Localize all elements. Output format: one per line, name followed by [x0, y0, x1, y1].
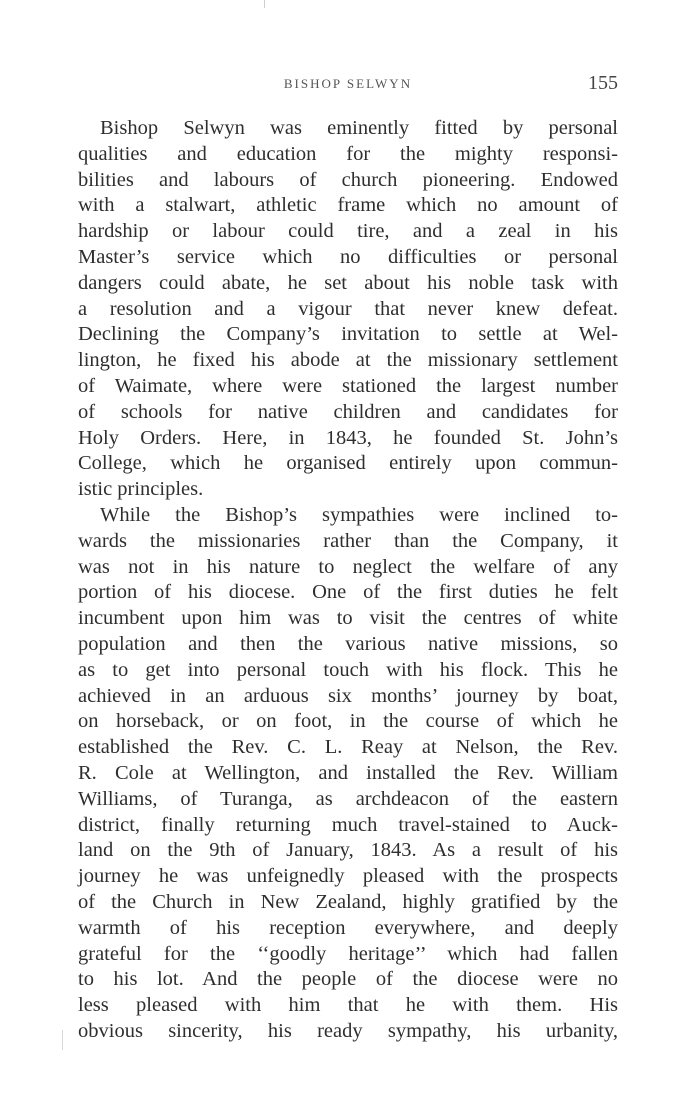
text-line: R. Cole at Wellington, and installed the Rev. William	[78, 761, 618, 784]
body-text	[78, 116, 618, 1045]
text-line: incumbent upon him was to visit the centres of white	[78, 607, 618, 630]
running-head	[78, 72, 618, 96]
text-line: wards the missionaries rather than the Company, it	[78, 529, 618, 552]
text-line: population and then the various native missions, so	[78, 632, 618, 655]
text-line: on horseback, or on foot, in the course of which he	[78, 710, 618, 733]
text-line: dangers could abate, he set about his noble task with	[78, 271, 618, 294]
text-line: Holy Orders. Here, in 1843, he founded St. John’s	[78, 426, 618, 449]
text-line: district, finally returning much travel-stained to Auck-	[78, 813, 618, 836]
text-line: Bishop Selwyn was eminently fitted by personal	[100, 117, 618, 139]
running-title: BISHOP SELWYN	[283, 76, 413, 91]
text-line: Master’s service which no difficulties or personal	[78, 245, 618, 268]
text-line: College, which he organised entirely upon commun-	[78, 452, 618, 475]
text-line: lington, he fixed his abode at the missionary settlement	[78, 349, 618, 372]
text-line: While the Bishop’s sympathies were inclined to-	[100, 503, 618, 526]
text-line: less pleased with him that he with them. His	[78, 994, 618, 1017]
text-line: journey he was unfeignedly pleased with the prospects	[78, 865, 618, 888]
text-line: with a stalwart, athletic frame which no amount of	[78, 194, 618, 217]
text-line: qualities and education for the mighty responsi-	[78, 142, 618, 165]
text-line: established the Rev. C. L. Reay at Nelson, the Rev.	[78, 736, 618, 759]
text-line: was not in his nature to neglect the welfare of any	[78, 555, 618, 578]
text-line: grateful for the ‘‘goodly heritage’’ which had fallen	[78, 942, 618, 965]
text-line: to his lot. And the people of the diocese were no	[78, 968, 618, 991]
text-line: of Waimate, where were stationed the largest number	[78, 374, 618, 397]
text-line: land on the 9th of January, 1843. As a result of his	[78, 839, 618, 862]
scan-mark	[264, 0, 265, 8]
text-line: bilities and labours of church pioneering. Endowed	[78, 168, 618, 191]
text-line: portion of his diocese. One of the first duties he felt	[78, 581, 618, 604]
text-line: istic principles.	[78, 478, 204, 501]
text-line: hardship or labour could tire, and a zeal in his	[78, 220, 618, 243]
page-number: 155	[588, 72, 618, 94]
text-line: of schools for native children and candidates for	[78, 400, 618, 423]
text-line: Williams, of Turanga, as archdeacon of the eastern	[78, 787, 618, 810]
scan-edge-mark	[62, 1030, 63, 1050]
text-line: of the Church in New Zealand, highly gratified by the	[78, 890, 618, 913]
text-line: a resolution and a vigour that never knew defeat.	[78, 297, 618, 320]
text-line: Declining the Company’s invitation to settle at Wel-	[78, 323, 618, 346]
text-line: achieved in an arduous six months’ journey by boat,	[78, 684, 618, 707]
text-line: obvious sincerity, his ready sympathy, his urbanity,	[78, 1019, 618, 1042]
text-line: warmth of his reception everywhere, and deeply	[78, 916, 618, 939]
text-line: as to get into personal touch with his flock. This he	[78, 658, 618, 681]
